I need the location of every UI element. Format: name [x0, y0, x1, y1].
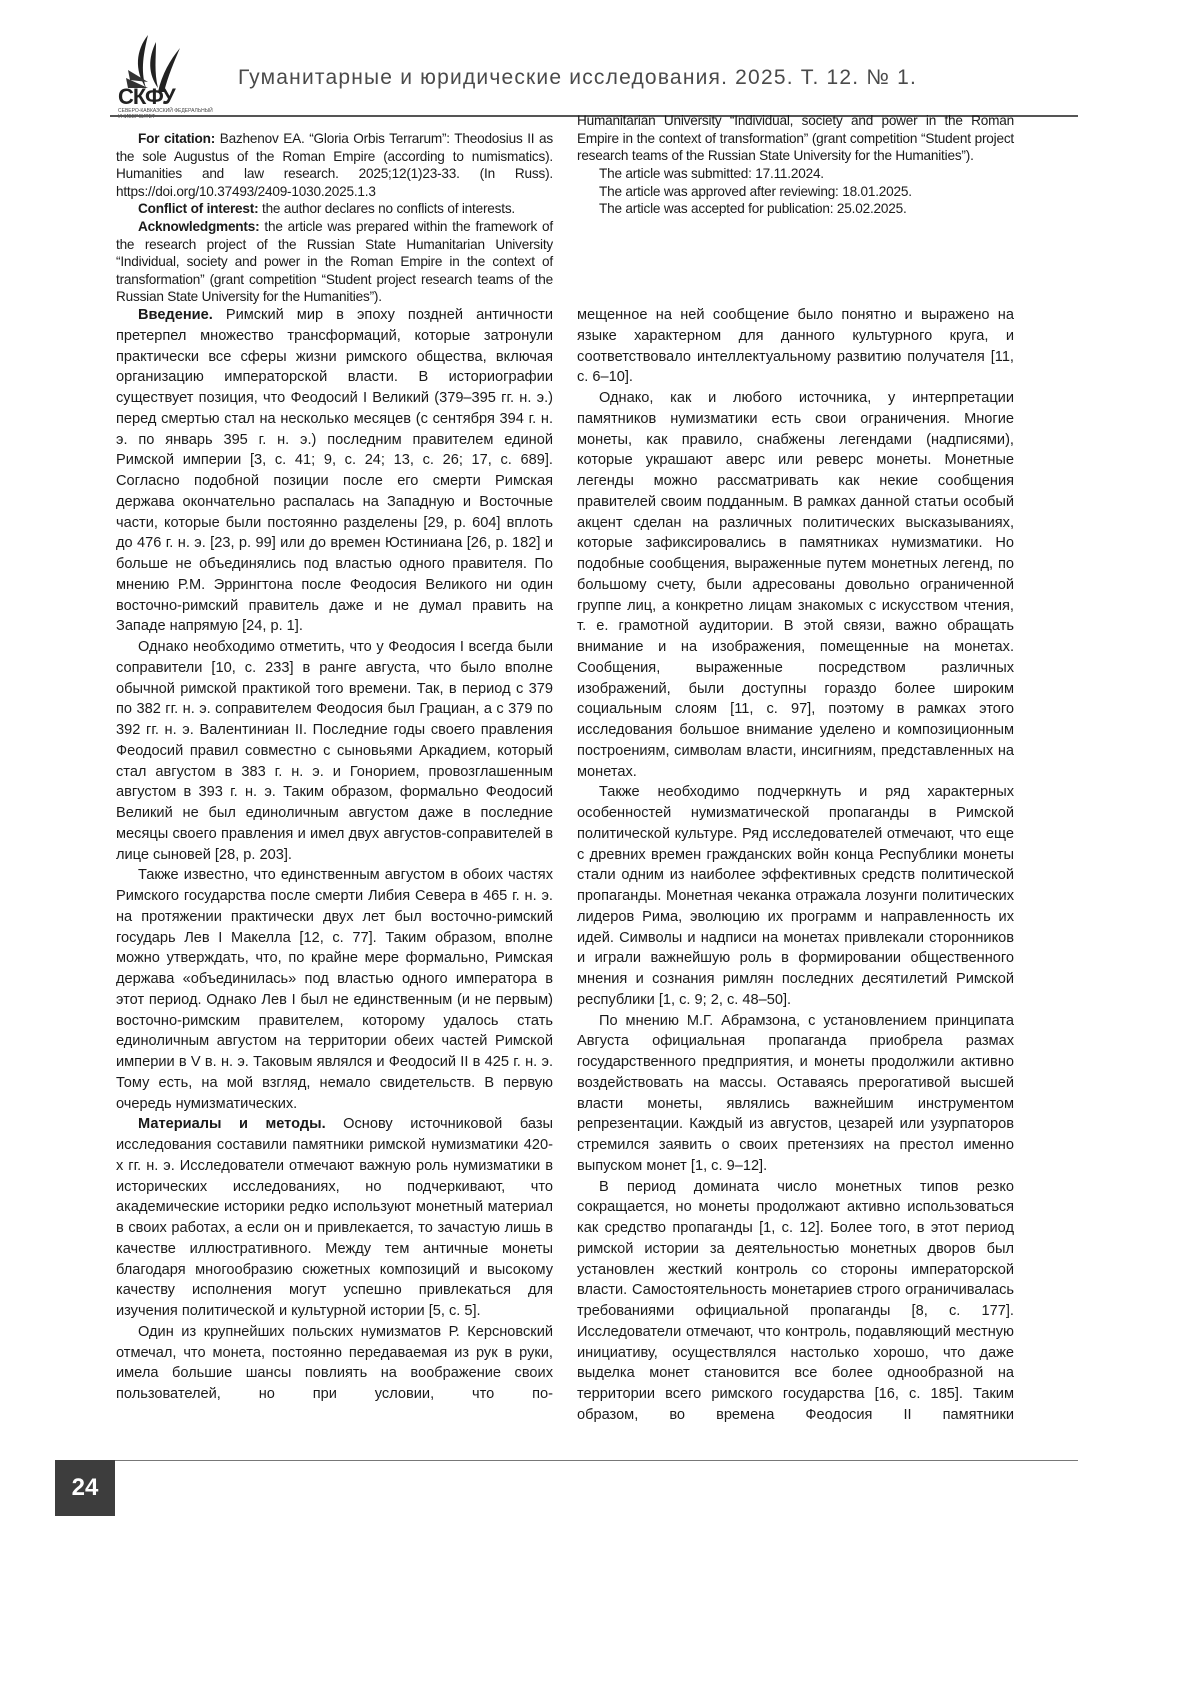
paragraph: В период домината число монетных типов резко сокращается, но монеты продолжают активно использоваться как средство пропаганды [1, с. 12]. Более того, в этот период римской истории за деятельностью монетных дворов был установлен жесткий контроль со стороны императорской власти. Самостоятельность монетариев строго ограничивалась требованиями официальной пропаганды [8, с. 177]. Исследователи отмечают, что контроль, подавляющий местную инициативу, осуществлялся настолько хорошо, что даже выделка монет становится все более однообразной на территории всего римского государства [16, с. 185]. Таким образом, во времена Феодосия II памятники	[577, 1177, 1014, 1426]
footer-divider	[55, 1460, 1078, 1461]
ack-text: the article was prepared within the framework of the research project of the Russian State Humanitarian University “Individual, society and power in the Roman Empire in the context of transformation” (grant competition “Student project research teams of the Russian State University for the Humanities”).	[116, 219, 553, 304]
paragraph: Однако необходимо отметить, что у Феодосия I всегда были соправители [10, с. 233] в ранге августа, что было вполне обычной римской практикой того времени. Так, в период с 379 по 382 гг. н. э. соправителем Феодосия был Грациан, а с 379 по 392 гг. н. э. Валентиниан II. Последние годы своего правления Феодосий правил совместно с сыновьями Аркадием, который стал августом в 383 г. н. э. и Гонорием, провозглашенным августом в 393 г. н. э. Таким образом, формально Феодосий Великий не был единоличным августом даже в последние месяцы своего правления и имел двух августов-соправителей в лице сыновей [28, p. 203].	[116, 637, 553, 865]
citation-text: Bazhenov EA. “Gloria Orbis Terrarum”: Theodosius II as the sole Augustus of the Roman Empire (according to numismatics). Humanities and law research. 2025;12(1)23-33. (In Russ). https://doi.org/10.37493/2409-1030.2025.1.3	[116, 131, 553, 199]
paragraph-introduction: Введение. Римский мир в эпоху поздней античности претерпел множество трансформаций, которые затронули практически все сферы жизни римского общества, включая организацию императорской власти. В историографии существует позиция, что Феодосий I Великий (379–395 гг. н. э.) перед смертью стал на несколько месяцев (с сентября 394 г. н. э. по январь 395 г. н. э.) последним правителем единой Римской империи [3, с. 41; 9, с. 24; 13, с. 26; 17, с. 689]. Согласно подобной позиции после его смерти Римская держава окончательно распалась на Западную и Восточные части, которые были постоянно разделены [29, p. 604] вплоть до 476 г. н. э. [23, p. 99] или до времен Юстиниана [26, p. 182] и больше не объединялись под властью одного правителя. По мнению Р.М. Эррингтона после Феодосия Великого ни один восточно-римский правитель даже и не думал править на Западе напрямую [24, p. 1].	[116, 305, 553, 637]
conflict-label: Conflict of interest:	[138, 201, 258, 216]
journal-title: Гуманитарные и юридические исследования. 2025. Т. 12. № 1.	[238, 66, 917, 90]
left-column	[116, 305, 553, 1405]
paragraph-methods: Материалы и методы. Основу источниковой базы исследования составили памятники римской нумизматики 420-х гг. н. э. Исследователи отмечают важную роль нумизматики в исторических исследованиях, но подчеркивают, что академические историки редко используют монетный материал в своих работах, а если он и привлекается, то зачастую лишь в качестве иллюстративного. Между тем античные монеты благодаря многообразию сюжетных композиций и высокому качеству исполнения могут успешно привлекаться для изучения политической и культурной истории [5, с. 5].	[116, 1114, 553, 1322]
paragraph: Однако, как и любого источника, у интерпретации памятников нумизматики есть свои ограничения. Многие монеты, как правило, снабжены легендами (надписями), которые украшают аверс или реверс монеты. Монетные легенды можно рассматривать как некие сообщения правителей своим подданным. В рамках данной статьи особый акцент сделан на различных политических высказываниях, которые зафиксировались в памятниках нумизматики. Но подобные сообщения, выраженные путем монетных легенд, по большому счету, были адресованы довольно ограниченной группе лиц, а конкретно лицам знакомых с искусством чтения, т. е. грамотной аудитории. В этой связи, важно обращать внимание и на изображения, помещенные на монетах. Сообщения, выраженные посредством различных изображений, были доступны гораздо более широким социальным слоям [11, с. 97], поэтому в рамках этого исследования большое внимание уделено и композиционным построениям, символам власти, инсигниям, представленных на монетах.	[577, 388, 1014, 782]
paragraph: По мнению М.Г. Абрамзона, с установлением принципата Августа официальная пропаганда приобрела размах государственного предприятия, и монеты продолжили активно воздействовать на массы. Оставаясь прерогативой высшей власти монеты, являлись важнейшим инструментом репрезентации. Каждый из августов, цезарей или узурпаторов стремился заявить о своих претензиях на престол именно выпуском монет [1, с. 9–12].	[577, 1011, 1014, 1177]
paragraph: Также известно, что единственным августом в обоих частях Римского государства после смерти Либия Севера в 465 г. н. э. на протяжении практически двух лет был восточно-римский государь Лев I Макелла [12, с. 77]. Таким образом, вполне можно утверждать, что, по крайне мере формально, Римская держава «объединилась» под властью одного императора в этот период. Однако Лев I был не единственным (и не первым) восточно-римским правителем, которому удалось стать единоличным августом на территории обеих частей Римской империи в V в. н. э. Таковым являлся и Феодосий II в 425 г. н. э. Тому есть, на мой взгляд, немало свидетельств. В первую очередь нумизматических.	[116, 865, 553, 1114]
logo-text: СКФУ	[118, 84, 175, 110]
paragraph: Также необходимо подчеркнуть и ряд характерных особенностей нумизматической пропаганды в Римской политической культуре. Ряд исследователей отмечают, что еще с древних времен гражданских войн конца Республики монеты стали одним из наиболее эффективных средств политической пропаганды. Монетная чеканка отражала лозунги политических лидеров Рима, эволюцию их программ и направленность их идей. Символы и надписи на монетах привлекали сторонников и играли важнейшую роль в формировании общественного мнения и сознания римлян последних десятилетий Римской республики [1, с. 9; 2, с. 48–50].	[577, 782, 1014, 1010]
accepted-date: The article was accepted for publication: 25.02.2025.	[577, 200, 1014, 218]
right-column	[577, 305, 1014, 1426]
paragraph: Один из крупнейших польских нумизматов Р. Керсновский отмечал, что монета, постоянно передаваемая из рук в руки, имела большие шансы повлиять на воображение своих пользователей, но при условии, что по-	[116, 1322, 553, 1405]
conflict-text: the author declares no conflicts of interests.	[258, 201, 515, 216]
paragraph: мещенное на ней сообщение было понятно и выражено на языке характерном для данного культурного круга, и соответствовало интеллектуальному развитию получателя [11, с. 6–10].	[577, 305, 1014, 388]
section-heading-methods: Материалы и методы.	[138, 1116, 326, 1132]
citation-block	[116, 130, 553, 253]
logo-subtitle: СЕВЕРО-КАВКАЗСКИЙ ФЕДЕРАЛЬНЫЙ УНИВЕРСИТЕТ	[118, 108, 218, 120]
page-number: 24	[55, 1460, 115, 1516]
approved-date: The article was approved after reviewing: 18.01.2025.	[577, 183, 1014, 201]
section-heading-introduction: Введение.	[138, 307, 213, 323]
citation-label: For citation:	[138, 131, 215, 146]
submitted-date: The article was submitted: 17.11.2024.	[577, 165, 1014, 183]
article-dates: Humanitarian University “Individual, society and power in the Roman Empire in the context of transformation” (grant competition “Student project research teams of the Russian State University for the Humanities”). The article was submitted: 17.11.2024. The article was approved after reviewing: 18.01.2025. The article was accepted for publication: 25.02.2025.	[577, 95, 1014, 218]
ack-label: Acknowledgments:	[138, 219, 259, 234]
